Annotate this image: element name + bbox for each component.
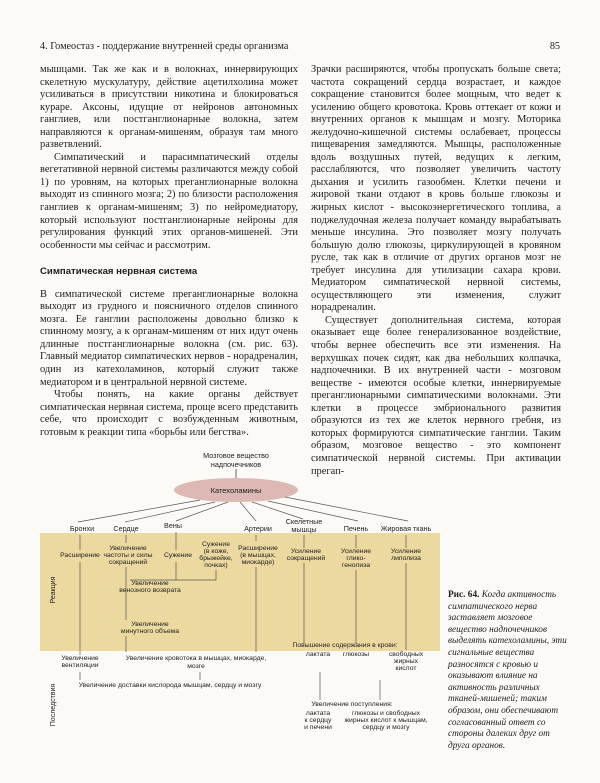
- consequence-text: мозге: [187, 663, 205, 670]
- reaction-text: Сужение: [163, 552, 193, 559]
- catecholamines-label: Катехоламины: [210, 486, 262, 495]
- organ-label: Печень: [343, 524, 369, 533]
- reaction-text: Сужение: [201, 541, 231, 548]
- consequence-text: кислот: [395, 665, 417, 672]
- consequence-text: к сердцу: [304, 717, 332, 724]
- organ-label: Сердце: [113, 524, 139, 533]
- paragraph: Чтобы понять, на какие органы действует симпатическая нервная система, проще всего представить себе, что происходит с возбужденным животным, готовым к реакции типа «борьбы или бегства».: [40, 389, 298, 438]
- running-title: 4. Гомеостаз - поддержание внутренней среды организма: [40, 41, 289, 52]
- organ-label: Бронхи: [69, 524, 95, 533]
- medulla-label: Мозговое вещество: [203, 451, 269, 460]
- reaction-text: (в мышцах,: [240, 552, 276, 559]
- paragraph: В симпатической системе преганглионарные волокна выходят из грудного и поясничного отделов спинного мозга. Ее ганглии расположены довольно близко к спинному мозгу, а к органам-мишеням от них идут очень длинные постганглионарные волокна (см. рис. 63). Главный медиатор симпатических нервов - норадреналин, один из катехоламинов, который служит также медиатором и в центральной нервной системе.: [40, 288, 298, 388]
- consequence-text: лактата: [305, 710, 331, 717]
- consequence-text: глюкозы и свободных: [352, 710, 420, 717]
- reaction-text: генолиза: [341, 562, 371, 569]
- caption-text: Когда активность симпатического нерва заставляет мозговое вещество надпочечников выделять катехоламины, эти сигнальные вещества разносятся с кровью и оказывают влияние на активность различных тканей-мишеней; таким образом, они обеспечивают согласованный ответ со стороны далеких друг от друга органов.: [448, 590, 567, 751]
- consequence-text: лактата: [305, 651, 331, 658]
- consequence-text: глюкозы: [342, 651, 370, 658]
- effect-text: Увеличение: [131, 621, 169, 628]
- organ-label: Жировая ткань: [380, 524, 432, 533]
- reaction-text: миокарде): [241, 559, 275, 566]
- paragraph: мышцами. Так же как и в волокнах, иннервирующих скелетную мускулатуру, действие ацетилхолина может усиливаться в присутствии никотина и блокироваться кураре. Аксоны, идущие от нейронов автономных ганглиев, или постганглионарные волокна, затем направляются к органам-мишеням, образуя там много разветвлений.: [40, 64, 298, 151]
- paragraph: Существует дополнительная система, которая оказывает еще более генерализованное воздействие, чтобы вернее обеспечить все эти изменения. На верхушках почек сидят, как два небольших колпачка, надпочечники. В их внутренней части - мозговом веществе - имеются особые клетки, иннервируемые преганглионарными симпатическими волокнами. Эти клетки в процессе эмбрионального развития образуются из тех же клеток нервного гребня, из которых формируются симпатические ганглии. Таким образом, мозговое вещество - это компонент симпатической нервной системы. При активации прегап-: [311, 314, 561, 477]
- effect-text: минутного объема: [120, 628, 180, 635]
- consequence-text: вентиляции: [61, 662, 99, 669]
- consequence-text: сердцу и мозгу: [362, 724, 410, 731]
- reaction-text: почках): [204, 562, 228, 569]
- page-number: 85: [549, 41, 560, 52]
- consequence-text: жирных кислот к мышцам,: [344, 717, 428, 724]
- reaction-text: Усиление: [390, 548, 422, 555]
- section-heading: Симпатическая нервная система: [40, 266, 198, 278]
- organ-label: мышцы: [291, 525, 317, 534]
- caption-label: Рис. 64.: [448, 590, 480, 600]
- reaction-text: Усиление: [340, 548, 372, 555]
- paragraph: Симпатический и парасимпатический отделы вегетативной нервной системы различаются между собой 1) по уровням, на которых преганглионарные волокна выходят из спинного мозга; 2) по близости расположения ганглиев к органам-мишеням; 3) по нейромедиатору, который используют постганглионарные нейроны для регулирования функций этих органов-мишеней. Эти особенности мы сейчас и рассмотрим.: [40, 151, 298, 251]
- reaction-text: Усиление: [290, 548, 322, 555]
- reaction-text: сокращений: [286, 555, 326, 562]
- organ-label: Вены: [164, 521, 182, 530]
- reaction-text: (в коже,: [203, 548, 229, 555]
- figure-caption: [448, 590, 568, 752]
- paragraph: Зрачки расширяются, чтобы пропускать больше света; частота сокращений сердца возрастает, и каждое сокращение становится более мощным, что ведет к усилению общего кровотока. Кровь оттекает от кожи и внутренних органов к мышцам и мозгу. Моторика желудочно-кишечной системы ослабевает, процессы пищеварения замедляются. Мышцы, расположенные вдоль воздушных путей, ведущих к легким, расслабляются, что позволяет увеличить частоту дыхания и усилить газообмен. Клетки печени и жировой ткани отдают в кровь больше глюкозы и жирных кислот - высокоэнергетического топлива, а поджелудочная железа получает команду вырабатывать меньше инсулина. Это позволяет мозгу получать бо́льшую долю глюкозы, циркулирующей в кровяном русле, так как в отличие от других органов мозг не требует инсулина для утилизации сахара крови. Медиатором симпатической нервной системы, осуществляющего эти изменения, служит норадреналин.: [311, 64, 561, 314]
- reaction-text: Увеличение: [109, 545, 147, 552]
- reaction-text: Расширение: [238, 545, 278, 552]
- reaction-text: липолиза: [391, 555, 421, 562]
- consequence-text: Увеличение доставки кислорода мышцам, сердцу и мозгу: [78, 682, 262, 689]
- consequence-text: Увеличение: [61, 655, 99, 662]
- medulla-label: надпочечников: [210, 460, 262, 469]
- effect-text: венозного возврата: [119, 587, 181, 594]
- consequence-text: свободных: [388, 651, 424, 658]
- consequence-text: Повышение содержания в крови:: [292, 642, 398, 649]
- reaction-text: брыжейке,: [199, 555, 233, 562]
- organ-label: Артерии: [244, 524, 272, 533]
- effect-text: Увеличение: [131, 580, 169, 587]
- consequence-text: Увеличение поступления:: [311, 701, 393, 708]
- side-label-consequences: Последствия: [50, 683, 57, 727]
- reaction-text: частоты и силы: [103, 552, 153, 559]
- consequence-text: жирных: [393, 658, 419, 665]
- organ-label: Скелетные: [285, 517, 323, 526]
- reaction-text: Расширение: [60, 552, 100, 559]
- reaction-text: глико-: [346, 555, 366, 562]
- side-label-reaction: Реакция: [50, 576, 57, 604]
- consequence-text: Увеличение кровотока в мышцах, миокарде,: [125, 655, 267, 662]
- reaction-text: сокращений: [108, 559, 148, 566]
- consequence-text: и печени: [304, 724, 332, 731]
